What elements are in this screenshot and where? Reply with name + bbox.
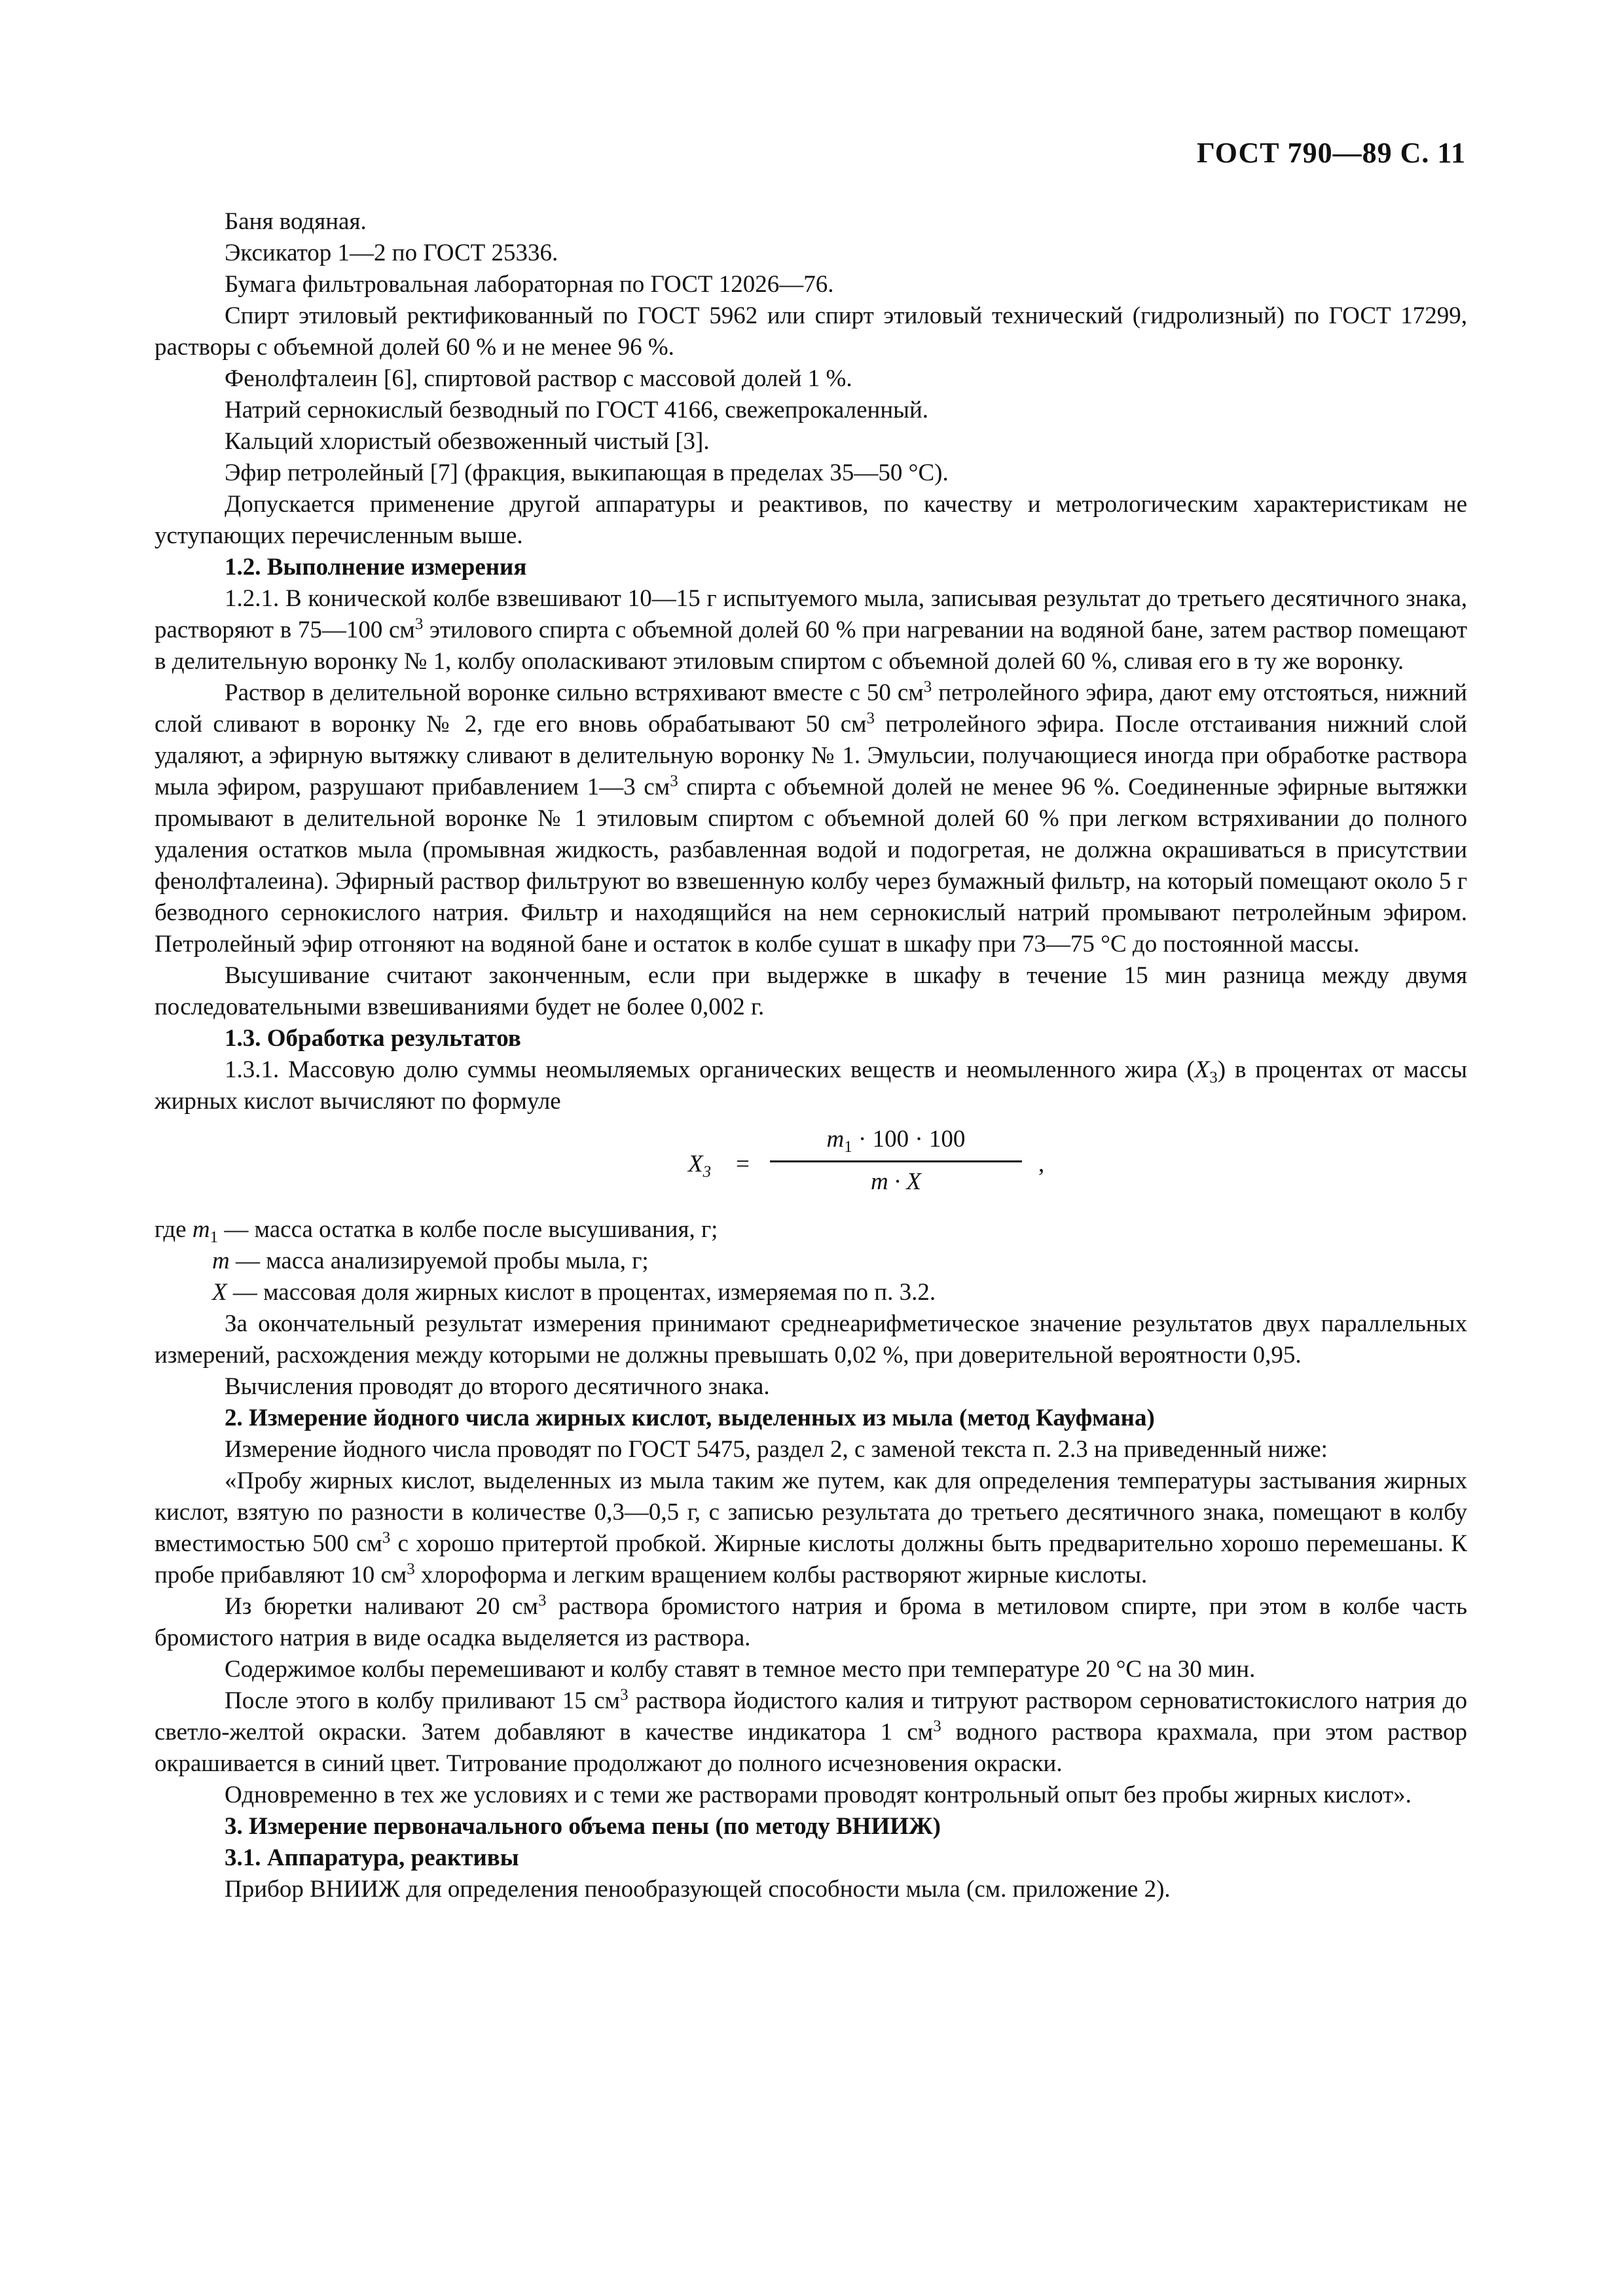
text-run: 1.3.1. Массовую долю суммы неомыляемых органических веществ и неомыленного жира ( xyxy=(225,1056,1195,1083)
text-run: этилового спирта с объемной долей 60 % при нагревании на водяной бане, затем раствор помещают в делительную воронку № 1, колбу ополаскивают этиловым спиртом с объемной долей 60 %, сливая его в ту же воронку. xyxy=(155,617,1467,675)
subscript: 1 xyxy=(844,1138,852,1156)
subscript: 3 xyxy=(1209,1069,1218,1086)
text-run: Из бюретки наливают 20 см xyxy=(225,1593,538,1620)
formula-comma: , xyxy=(1038,1151,1045,1177)
paragraph-calc: Вычисления проводят до второго десятичного знака. xyxy=(225,1373,770,1400)
where-line-2 xyxy=(155,1246,1467,1277)
text-run: «Пробу жирных кислот, выделенных из мыла таким же путем, как для определения температуры застывания жирных кислот, взятую по разности в количестве 0,3—0,5 г, с записью результата до третьего десятичного знака, помещают в колбу вместимостью 500 см xyxy=(155,1467,1467,1557)
superscript: 3 xyxy=(933,1717,941,1735)
paragraph-spirit: Спирт этиловый ректификованный по ГОСТ 5962 или спирт этиловый технический (гидролизный) по ГОСТ 17299, растворы с объемной долей 60 % и не менее 96 %. xyxy=(155,302,1467,361)
text-run: — массовая доля жирных кислот в процентах, измеряемая по п. 3.2. xyxy=(227,1279,936,1306)
section-heading-1-3: 1.3. Обработка результатов xyxy=(225,1025,521,1052)
text-run: раствора йодистого калия и титруют раствором серноватистокислого натрия до светло-желтой окраски. Затем добавляют в качестве индикатора 1 см xyxy=(155,1687,1467,1746)
page-header: ГОСТ 790—89 С. 11 xyxy=(1196,137,1466,169)
page-content xyxy=(155,206,1467,1905)
formula-num-rest: · 100 · 100 xyxy=(852,1126,966,1153)
formula-numerator xyxy=(763,1122,1029,1157)
section-heading-1-2: 1.2. Выполнение измерения xyxy=(225,554,527,581)
paragraph-after xyxy=(155,1685,1467,1780)
text-run: После этого в колбу приливают 15 см xyxy=(225,1687,621,1714)
paragraph-1-2-1 xyxy=(155,583,1467,677)
list-item: Фенолфталеин [6], спиртовой раствор с массовой долей 1 %. xyxy=(225,365,852,392)
superscript: 3 xyxy=(382,1529,391,1547)
formula-num-var: m xyxy=(826,1126,845,1153)
variable-x: X xyxy=(212,1279,227,1306)
superscript: 3 xyxy=(923,678,932,696)
paragraph-allow: Допускается применение другой аппаратуры и реактивов, по качеству и метрологическим характеристикам не уступающих перечисленным выше. xyxy=(155,491,1467,549)
superscript: 3 xyxy=(538,1592,547,1609)
paragraph-burette xyxy=(155,1591,1467,1654)
variable-m: m xyxy=(192,1216,210,1243)
formula-equals: = xyxy=(736,1151,750,1177)
superscript: 3 xyxy=(407,1560,415,1578)
superscript: 3 xyxy=(866,709,875,727)
superscript: 3 xyxy=(620,1686,629,1704)
variable-m: m xyxy=(212,1247,230,1274)
paragraph-iodine: Измерение йодного числа проводят по ГОСТ 5475, раздел 2, с заменой текста п. 2.3 на приведенный ниже: xyxy=(225,1436,1328,1463)
formula-lhs-var: X xyxy=(688,1151,703,1177)
paragraph-1-3-1 xyxy=(155,1054,1467,1117)
list-item: Эфир петролейный [7] (фракция, выкипающая в пределах 35—50 °С). xyxy=(225,459,949,486)
section-heading-3-1: 3.1. Аппаратура, реактивы xyxy=(225,1844,519,1871)
superscript: 3 xyxy=(670,772,678,790)
variable-x: X xyxy=(1194,1056,1210,1083)
text-run: хлороформа и легким вращением колбы растворяют жирные кислоты. xyxy=(414,1562,1148,1588)
text-run: — масса остатка в колбе после высушивания, г; xyxy=(218,1216,718,1243)
text-run: петролейного эфира, дают ему отстояться, нижний слой сливают в воронку № 2, где его вновь обрабатывают 50 см xyxy=(155,679,1467,738)
formula-fraction xyxy=(763,1122,1029,1199)
paragraph-drying: Высушивание считают законченным, если при выдержке в шкафу в течение 15 мин разница между двумя последовательными взвешиваниями будет не более 0,002 г. xyxy=(155,962,1467,1020)
list-item: Натрий сернокислый безводный по ГОСТ 4166, свежепрокаленный. xyxy=(225,397,929,423)
paragraph-solution xyxy=(155,677,1467,960)
section-heading-3: 3. Измерение первоначального объема пены (по методу ВНИИЖ) xyxy=(225,1813,941,1840)
paragraph-device: Прибор ВНИИЖ для определения пенообразующей способности мыла (см. приложение 2). xyxy=(225,1876,1171,1903)
text-run: — масса анализируемой пробы мыла, г; xyxy=(229,1247,649,1274)
text-run: с хорошо притертой пробкой. Жирные кислоты должны быть предварительно хорошо перемешаны. К пробе прибавляют 10 см xyxy=(155,1530,1467,1588)
subscript: 3 xyxy=(702,1163,712,1181)
text-run: ) в процентах от массы жирных кислот вычисляют по формуле xyxy=(155,1056,1467,1115)
superscript: 3 xyxy=(414,615,424,633)
subscript: 1 xyxy=(210,1229,219,1246)
paragraph-final: За окончательный результат измерения принимают среднеарифметическое значение результатов двух параллельных измерений, расхождения между которыми не должны превышать 0,02 %, при доверительной вероятности 0,95. xyxy=(155,1310,1467,1369)
list-item: Баня водяная. xyxy=(225,208,367,235)
list-item: Эксикатор 1—2 по ГОСТ 25336. xyxy=(225,240,558,266)
text-run: водного раствора крахмала, при этом раствор окрашивается в синий цвет. Титрование продолжают до полного исчезновения окраски. xyxy=(155,1719,1468,1777)
section-heading-2: 2. Измерение йодного числа жирных кислот, выделенных из мыла (метод Кауфмана) xyxy=(225,1405,1155,1431)
where-line-1 xyxy=(155,1214,1467,1246)
list-item: Кальций хлористый обезвоженный чистый [3]. xyxy=(225,428,710,455)
fraction-bar xyxy=(770,1160,1022,1162)
where-line-3 xyxy=(155,1277,1467,1308)
paragraph-mix: Содержимое колбы перемешивают и колбу ставят в темное место при температуре 20 °С на 30 мин. xyxy=(225,1656,1256,1683)
text-run: где xyxy=(155,1216,192,1243)
text-run: Раствор в делительной воронке сильно встряхивают вместе с 50 см xyxy=(225,679,924,706)
formula-denominator: m · X xyxy=(870,1168,922,1195)
formula xyxy=(155,1122,1467,1208)
paragraph-sample xyxy=(155,1465,1467,1591)
paragraph-control: Одновременно в тех же условиях и с теми же растворами проводят контрольный опыт без пробы жирных кислот». xyxy=(225,1782,1412,1808)
text-run: раствора бромистого натрия и брома в метиловом спирте, при этом в колбе часть бромистого натрия в виде осадка выделяется из раствора. xyxy=(155,1593,1467,1651)
text-run: 1.2.1. В конической колбе взвешивают 10—15 г испытуемого мыла, записывая результат до третьего десятичного знака, растворяют в 75—100 см xyxy=(155,585,1467,643)
text-run: спирта с объемной долей не менее 96 %. Соединенные эфирные вытяжки промывают в делительной воронке № 1 этиловым спиртом с объемной долей 60 % при легком встряхивании до полного удаления остатков мыла (промывная жидкость, разбавленная водой и подогретая, не должна окрашиваться в присутствии фенолфталеина). Эфирный раствор фильтруют во взвешенную колбу через бумажный фильтр, на который помещают около 5 г безводного сернокислого натрия. Фильтр и находящийся на нем сернокислый натрий промывают петролейным эфиром. Петролейный эфир отгоняют на водяной бане и остаток в колбе сушат в шкафу при 73—75 °С до постоянной массы. xyxy=(155,774,1468,958)
formula-lhs xyxy=(688,1149,711,1180)
text-run: петролейного эфира. После отстаивания нижний слой удаляют, а эфирную вытяжку сливают в делительную воронку № 1. Эмульсии, получающиеся иногда при обработке раствора мыла эфиром, разрушают прибавлением 1—3 см xyxy=(155,711,1467,800)
list-item: Бумага фильтровальная лабораторная по ГОСТ 12026—76. xyxy=(225,271,834,298)
